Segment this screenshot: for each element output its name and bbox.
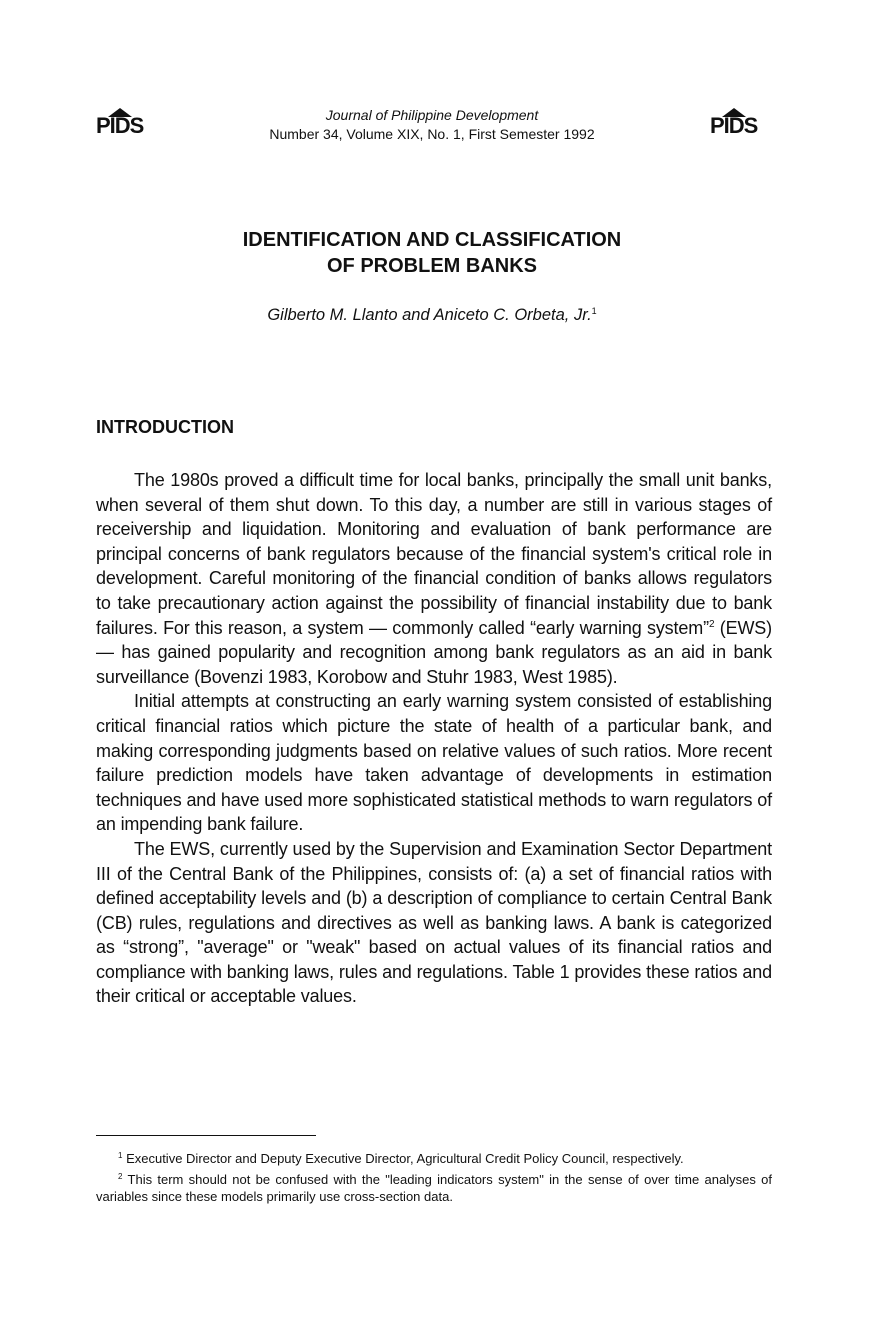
footnote-2 xyxy=(96,1171,772,1205)
footnote-ref-2: 2 xyxy=(708,618,715,630)
title-line-2: OF PROBLEM BANKS xyxy=(327,255,537,277)
logo-text: PIDS xyxy=(710,113,758,138)
pids-logo-right xyxy=(710,108,757,137)
paragraph-3: The EWS, currently used by the Supervision and Examination Sector Department III of the Central Bank of the Philippines, consists of: (a) a set of financial ratios with defined acceptability levels and (b) a description of compliance to certain Central Bank (CB) rules, regulations and directives as well as banking laws. A bank is categorized as “strong”, "average" or "weak" based on actual values of its financial ratios and compliance with banking laws, rules and regulations. Table 1 provides these ratios and their critical or acceptable values. xyxy=(96,838,772,1007)
paragraph-1-part-a: The 1980s proved a difficult time for local banks, principally the small unit banks, when several of them shut down. To this day, a number are still in various stages of receivership and liquidation. Monitoring and evaluation of bank performance are principal concerns of bank regulators because of the financial system's critical role in development. Careful monitoring of the financial condition of banks allows regulators to take precautionary action against the possibility of financial instability due to bank failures. For this reason, a system — commonly called “early warning system” xyxy=(96,470,772,638)
author-footnote-mark: 1 xyxy=(591,306,597,316)
journal-header xyxy=(200,106,664,144)
logo-text: PIDS xyxy=(96,113,144,138)
paragraph-1-part-b: (EWS) — has gained popularity and recognition among bank regulators as an aid in bank surveillance (Bovenzi 1983, Korobow and Stuhr 1983, West 1985). xyxy=(96,617,773,687)
footnote-2-mark: 2 xyxy=(118,1172,123,1181)
footnote-1-mark: 1 xyxy=(118,1151,123,1160)
body-text xyxy=(96,468,772,1009)
paragraph-1 xyxy=(96,468,772,689)
section-heading: INTRODUCTION xyxy=(96,417,234,437)
footnotes xyxy=(96,1150,772,1209)
footnote-1 xyxy=(96,1150,772,1167)
footnote-2-text: This term should not be confused with the "leading indicators system" in the sense of over time analyses of variables since these models primarily use cross-section data. xyxy=(96,1172,772,1204)
footnote-divider xyxy=(96,1135,316,1136)
title-line-1: IDENTIFICATION AND CLASSIFICATION xyxy=(242,229,622,251)
author-names: Gilberto M. Llanto and Aniceto C. Orbeta, Jr. xyxy=(267,306,592,324)
author-line xyxy=(100,306,764,325)
journal-issue: Number 34, Volume XIX, No. 1, First Semester 1992 xyxy=(269,126,595,142)
footnote-1-text: Executive Director and Deputy Executive Director, Agricultural Credit Policy Council, respectively. xyxy=(122,1151,684,1166)
paper-title xyxy=(100,227,764,279)
paragraph-2: Initial attempts at constructing an early warning system consisted of establishing critical financial ratios which picture the state of health of a particular bank, and making corresponding judgments based on relative values of such ratios. More recent failure prediction models have taken advantage of developments in estimation techniques and have used more sophisticated statistical methods to warn regulators of an impending bank failure. xyxy=(96,691,772,835)
journal-name: Journal of Philippine Development xyxy=(325,107,539,123)
pids-logo-left xyxy=(96,108,143,137)
